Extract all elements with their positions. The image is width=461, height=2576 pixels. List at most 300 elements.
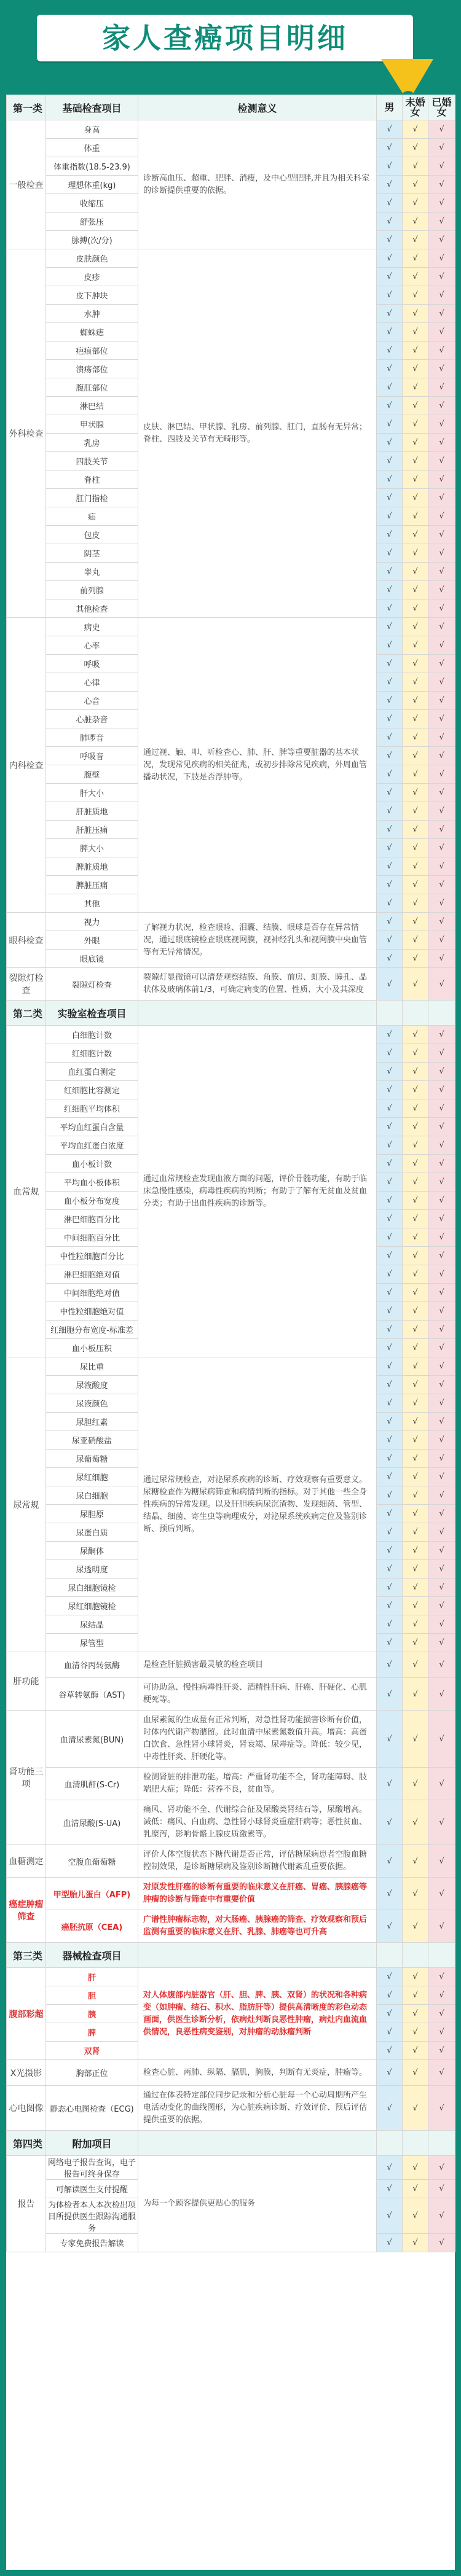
- male-check: √: [377, 1228, 403, 1247]
- item-cell: 脉搏(次/分): [46, 231, 138, 249]
- category-cell: 心电图像: [7, 2086, 46, 2131]
- item-cell: 空腹血葡萄糖: [46, 1845, 138, 1878]
- item-cell: 红细胞分布宽度-标准差: [46, 1321, 138, 1339]
- item-cell: 心脏杂音: [46, 710, 138, 728]
- unmarried-check: √: [403, 1155, 428, 1173]
- married-check: √: [428, 1302, 455, 1321]
- male-check: √: [377, 1210, 403, 1228]
- married-check: √: [428, 2023, 455, 2042]
- male-check: √: [377, 802, 403, 821]
- male-check: √: [377, 323, 403, 342]
- male-check: √: [377, 1044, 403, 1063]
- married-check: √: [428, 913, 455, 931]
- male-check: √: [377, 1413, 403, 1431]
- title-box: [37, 15, 413, 61]
- male-check: √: [377, 1302, 403, 1321]
- married-column-header: [428, 2131, 455, 2156]
- married-check: √: [428, 563, 455, 581]
- item-cell: 肛门指检: [46, 489, 138, 507]
- unmarried-check: √: [403, 1321, 428, 1339]
- section-item-header: 基础检查项目: [46, 95, 138, 120]
- table-row: [7, 1878, 455, 1910]
- item-cell: 眼底镜: [46, 950, 138, 968]
- table-row: [7, 1711, 455, 1768]
- unmarried-column-header: [403, 1943, 428, 1968]
- item-cell: 血小板压积: [46, 1339, 138, 1357]
- table-row: [7, 1026, 455, 1044]
- married-check: √: [428, 1321, 455, 1339]
- unmarried-check: √: [403, 1910, 428, 1943]
- category-cell: 报告: [7, 2156, 46, 2252]
- unmarried-check: √: [403, 1413, 428, 1431]
- married-check: √: [428, 1910, 455, 1943]
- male-check: √: [377, 821, 403, 839]
- item-cell: 平均血红蛋白含量: [46, 1118, 138, 1136]
- male-check: √: [377, 1081, 403, 1099]
- male-check: √: [377, 139, 403, 157]
- unmarried-check: √: [403, 876, 428, 894]
- meaning-cell: 了解视力状况，检查眼睑、泪囊、结膜、眼球是否存在异常情况，通过眼底镜检查眼底视网膜，视神经乳头和视网膜中央血管等有无异常情况。: [138, 913, 377, 968]
- married-check: √: [428, 1450, 455, 1468]
- male-check: √: [377, 1523, 403, 1542]
- male-check: √: [377, 360, 403, 378]
- married-check: √: [428, 1413, 455, 1431]
- unmarried-check: √: [403, 857, 428, 876]
- section-header-row: [7, 2131, 455, 2156]
- item-cell: 脾脏质地: [46, 857, 138, 876]
- unmarried-check: √: [403, 2042, 428, 2060]
- item-cell: 腹壁: [46, 765, 138, 784]
- married-check: √: [428, 1339, 455, 1357]
- married-check: √: [428, 2180, 455, 2198]
- item-cell: 红细胞比容测定: [46, 1081, 138, 1099]
- section-label: 第二类: [7, 1001, 46, 1026]
- meaning-cell: 对原发性肝癌的诊断有重要的临床意义在肝癌、胃癌、胰腺癌等肿瘤的诊断与筛查中有重要价值: [138, 1878, 377, 1910]
- meaning-cell: 皮肤、淋巴结、甲状腺、乳房、前列腺、肛门，直肠有无异常；脊柱、四肢及关节有无畸形等。: [138, 249, 377, 618]
- male-check: √: [377, 1431, 403, 1450]
- married-check: √: [428, 839, 455, 857]
- unmarried-check: √: [403, 1845, 428, 1878]
- unmarried-check: √: [403, 1450, 428, 1468]
- married-check: √: [428, 581, 455, 599]
- item-cell: 尿胆红素: [46, 1413, 138, 1431]
- unmarried-check: √: [403, 213, 428, 231]
- unmarried-check: √: [403, 1173, 428, 1192]
- married-check: √: [428, 784, 455, 802]
- male-check: √: [377, 434, 403, 452]
- male-check: √: [377, 1986, 403, 2005]
- married-column-header: [428, 1943, 455, 1968]
- item-cell: 其他: [46, 894, 138, 913]
- item-cell: 淋巴结: [46, 397, 138, 415]
- married-check: √: [428, 1192, 455, 1210]
- male-check: √: [377, 1486, 403, 1505]
- married-check: √: [428, 249, 455, 268]
- meaning-cell: 诊断高血压、超重、肥胖、消瘦，及中心型肥胖,并且为相关科室的诊断提供重要的依据。: [138, 120, 377, 249]
- male-check: √: [377, 194, 403, 213]
- section-label: 第一类: [7, 95, 46, 120]
- married-check: √: [428, 2042, 455, 2060]
- married-check: √: [428, 618, 455, 636]
- male-check: √: [377, 728, 403, 747]
- male-check: √: [377, 452, 403, 470]
- item-cell: 肝脏压痛: [46, 821, 138, 839]
- male-column-header: [377, 2131, 403, 2156]
- item-cell: 尿红细胞: [46, 1468, 138, 1486]
- unmarried-check: √: [403, 1542, 428, 1560]
- item-cell: 红细胞平均体积: [46, 1099, 138, 1118]
- unmarried-check: √: [403, 1210, 428, 1228]
- category-cell: 外科检查: [7, 249, 46, 618]
- unmarried-check: √: [403, 231, 428, 249]
- item-cell: 其他检查: [46, 599, 138, 618]
- item-cell: 疝: [46, 507, 138, 526]
- married-check: √: [428, 747, 455, 765]
- male-check: √: [377, 157, 403, 176]
- item-cell: 呼吸音: [46, 747, 138, 765]
- unmarried-check: √: [403, 1192, 428, 1210]
- category-cell: 癌症肿瘤筛查: [7, 1878, 46, 1943]
- item-cell: 平均血小板体积: [46, 1173, 138, 1192]
- item-cell: 尿白细胞: [46, 1486, 138, 1505]
- married-check: √: [428, 507, 455, 526]
- item-cell: 白细胞计数: [46, 1026, 138, 1044]
- unmarried-column-header: [403, 1001, 428, 1026]
- item-cell: 尿白细胞镜检: [46, 1579, 138, 1597]
- item-cell: 平均血红蛋白浓度: [46, 1136, 138, 1155]
- item-cell: 中性粒细胞百分比: [46, 1247, 138, 1265]
- married-check: √: [428, 1173, 455, 1192]
- item-cell: 胸部正位: [46, 2060, 138, 2086]
- male-check: √: [377, 599, 403, 618]
- married-check: √: [428, 1652, 455, 1678]
- meaning-cell: 对人体腹部内脏器官（肝、胆、脾、胰、双肾）的状况和各种病变（如肿瘤、结石、积水、脂肪肝等）提供高清晰度的彩色动态画面，供医生诊断分析，依病灶判断良恶性肿瘤，病灶内血流血供情况，良恶性病变鉴别，对肿瘤的动脉瘤判断: [138, 1968, 377, 2060]
- male-check: √: [377, 1968, 403, 1986]
- male-check: √: [377, 1678, 403, 1711]
- item-cell: 尿管型: [46, 1634, 138, 1652]
- table-row: [7, 1678, 455, 1711]
- table-row: [7, 2086, 455, 2131]
- item-cell: 蜘蛛痣: [46, 323, 138, 342]
- male-check: √: [377, 1173, 403, 1192]
- items-table-body: [7, 95, 455, 2252]
- unmarried-check: √: [403, 1081, 428, 1099]
- unmarried-check: √: [403, 397, 428, 415]
- married-check: √: [428, 268, 455, 286]
- meaning-cell: 通过尿常规检查，对泌尿系疾病的诊断、疗效观察有重要意义。尿糖检查作为糖尿病筛查和病情判断的指标。对于其他一些全身性疾病的异常发现。以及肝胆疾病尿沉渣物、发现细菌、管型、结晶、细菌、寄生虫等病理成分，对泌尿系统疾病定位及鉴别诊断、预后判断。: [138, 1357, 377, 1652]
- married-check: √: [428, 1265, 455, 1284]
- item-cell: 胆: [46, 1986, 138, 2005]
- married-check: √: [428, 176, 455, 194]
- item-cell: 血小板分布宽度: [46, 1192, 138, 1210]
- unmarried-check: √: [403, 120, 428, 139]
- male-check: √: [377, 526, 403, 544]
- male-check: √: [377, 1136, 403, 1155]
- unmarried-check: √: [403, 581, 428, 599]
- table-row: [7, 1910, 455, 1943]
- section-label: 第三类: [7, 1943, 46, 1968]
- meaning-cell: 广谱性肿瘤标志物，对大肠癌、胰腺癌的筛查、疗效观察和预后监测有重要的临床意义在肝、乳腺、肺癌等也可升高: [138, 1910, 377, 1943]
- item-cell: 血清尿素氮(BUN): [46, 1711, 138, 1768]
- item-cell: 血红蛋白测定: [46, 1063, 138, 1081]
- section-meaning-header: 检测意义: [138, 95, 377, 120]
- male-check: √: [377, 1394, 403, 1413]
- married-check: √: [428, 360, 455, 378]
- item-cell: 腹肛部位: [46, 378, 138, 397]
- male-check: √: [377, 581, 403, 599]
- male-check: √: [377, 1247, 403, 1265]
- married-check: √: [428, 305, 455, 323]
- meaning-cell: 血尿素氮的生成量有正常判断，对急性肾功能损害诊断有价值，时体内代谢产物潴留。此时血清中尿素氮数值升高。增高：高蛋白饮食、急性肾小球肾炎，肾衰竭、尿毒症等。降低：较少见，中毒性肝炎、肝硬化等。: [138, 1711, 377, 1768]
- married-check: √: [428, 1800, 455, 1845]
- married-check: √: [428, 1579, 455, 1597]
- item-cell: 视力: [46, 913, 138, 931]
- male-check: √: [377, 249, 403, 268]
- male-check: √: [377, 231, 403, 249]
- male-check: √: [377, 1579, 403, 1597]
- male-check: √: [377, 2060, 403, 2086]
- item-cell: 收缩压: [46, 194, 138, 213]
- item-cell: 甲状腺: [46, 415, 138, 434]
- married-check: √: [428, 1284, 455, 1302]
- male-check: √: [377, 1615, 403, 1634]
- section-header-row: [7, 1943, 455, 1968]
- male-check: √: [377, 544, 403, 563]
- unmarried-check: √: [403, 655, 428, 673]
- male-check: √: [377, 1192, 403, 1210]
- unmarried-check: √: [403, 1711, 428, 1768]
- married-check: √: [428, 342, 455, 360]
- married-check: √: [428, 931, 455, 950]
- unmarried-check: √: [403, 1505, 428, 1523]
- unmarried-check: √: [403, 1339, 428, 1357]
- unmarried-check: √: [403, 599, 428, 618]
- item-cell: 胰: [46, 2005, 138, 2023]
- item-cell: 甲型胎儿蛋白（AFP): [46, 1878, 138, 1910]
- male-check: √: [377, 2086, 403, 2131]
- unmarried-column-header: [403, 2131, 428, 2156]
- unmarried-check: √: [403, 2060, 428, 2086]
- married-check: √: [428, 378, 455, 397]
- male-check: √: [377, 1800, 403, 1845]
- unmarried-check: √: [403, 950, 428, 968]
- male-check: √: [377, 1910, 403, 1943]
- male-check: √: [377, 2023, 403, 2042]
- male-column-header: 男: [377, 95, 403, 120]
- section-meaning-header: [138, 1001, 377, 1026]
- unmarried-check: √: [403, 2234, 428, 2252]
- item-cell: 乳房: [46, 434, 138, 452]
- unmarried-check: √: [403, 1486, 428, 1505]
- male-column-header: [377, 1001, 403, 1026]
- male-check: √: [377, 857, 403, 876]
- married-check: √: [428, 544, 455, 563]
- unmarried-check: √: [403, 2005, 428, 2023]
- male-check: √: [377, 2180, 403, 2198]
- male-check: √: [377, 1357, 403, 1376]
- meaning-cell: 通过在体表特定部位同步记录和分析心脏每一个心动周期所产生电活动变化的曲线图形，为心脏疾病诊断、疗效评价、预后评估提供重要的依据。: [138, 2086, 377, 2131]
- unmarried-check: √: [403, 673, 428, 692]
- table-row: [7, 1768, 455, 1800]
- married-check: √: [428, 2156, 455, 2180]
- item-cell: 中间细胞百分比: [46, 1228, 138, 1247]
- married-check: √: [428, 1523, 455, 1542]
- unmarried-check: √: [403, 544, 428, 563]
- unmarried-check: √: [403, 434, 428, 452]
- married-check: √: [428, 452, 455, 470]
- married-check: √: [428, 415, 455, 434]
- unmarried-check: √: [403, 2180, 428, 2198]
- table-row: [7, 1800, 455, 1845]
- unmarried-check: √: [403, 249, 428, 268]
- table-row: [7, 1845, 455, 1878]
- unmarried-check: √: [403, 747, 428, 765]
- page-title: 家人查癌项目明细: [102, 21, 348, 55]
- unmarried-check: √: [403, 1634, 428, 1652]
- married-check: √: [428, 1878, 455, 1910]
- item-cell: 脊柱: [46, 470, 138, 489]
- male-check: √: [377, 2198, 403, 2234]
- married-check: √: [428, 1678, 455, 1711]
- married-check: √: [428, 231, 455, 249]
- unmarried-check: √: [403, 286, 428, 305]
- item-cell: 肝: [46, 1968, 138, 1986]
- married-check: √: [428, 950, 455, 968]
- unmarried-check: √: [403, 784, 428, 802]
- married-check: √: [428, 894, 455, 913]
- item-cell: 中性粒细胞绝对值: [46, 1302, 138, 1321]
- unmarried-check: √: [403, 1376, 428, 1394]
- unmarried-check: √: [403, 1044, 428, 1063]
- unmarried-check: √: [403, 1615, 428, 1634]
- unmarried-check: √: [403, 342, 428, 360]
- unmarried-check: √: [403, 1247, 428, 1265]
- male-check: √: [377, 378, 403, 397]
- item-cell: 尿液颜色: [46, 1394, 138, 1413]
- unmarried-check: √: [403, 1968, 428, 1986]
- male-check: √: [377, 1118, 403, 1136]
- married-check: √: [428, 1768, 455, 1800]
- married-check: √: [428, 120, 455, 139]
- unmarried-check: √: [403, 2086, 428, 2131]
- married-check: √: [428, 434, 455, 452]
- married-check: √: [428, 1634, 455, 1652]
- section-header-row: [7, 1001, 455, 1026]
- married-check: √: [428, 2060, 455, 2086]
- table-row: [7, 913, 455, 931]
- item-cell: 尿液酸度: [46, 1376, 138, 1394]
- section-item-header: 实验室检查项目: [46, 1001, 138, 1026]
- item-cell: 专家免费报告解读: [46, 2234, 138, 2252]
- unmarried-check: √: [403, 2156, 428, 2180]
- item-cell: 体重: [46, 139, 138, 157]
- married-check: √: [428, 323, 455, 342]
- meaning-cell: 痛风、肾功能不全、代谢综合征及尿酸类肾结石等，尿酸增高。减低：痛风、白血病、急性肾小球肾炎重症肝病等；恶性贫血、乳糜泻，影响骨骼上腺皮质激素等。: [138, 1800, 377, 1845]
- male-check: √: [377, 1845, 403, 1878]
- unmarried-check: √: [403, 765, 428, 784]
- table-row: [7, 618, 455, 636]
- male-check: √: [377, 655, 403, 673]
- item-cell: 身高: [46, 120, 138, 139]
- married-check: √: [428, 1986, 455, 2005]
- married-check: √: [428, 1560, 455, 1579]
- male-check: √: [377, 1284, 403, 1302]
- item-cell: 病史: [46, 618, 138, 636]
- table-row: [7, 2156, 455, 2180]
- married-check: √: [428, 157, 455, 176]
- unmarried-check: √: [403, 176, 428, 194]
- unmarried-check: √: [403, 636, 428, 655]
- item-cell: 尿比重: [46, 1357, 138, 1376]
- item-cell: 尿红细胞镜检: [46, 1597, 138, 1615]
- item-cell: 外眼: [46, 931, 138, 950]
- male-check: √: [377, 1450, 403, 1468]
- married-check: √: [428, 710, 455, 728]
- male-check: √: [377, 1505, 403, 1523]
- male-check: √: [377, 839, 403, 857]
- male-check: √: [377, 747, 403, 765]
- male-check: √: [377, 1265, 403, 1284]
- items-table: [6, 95, 455, 2252]
- item-cell: 溃疡部位: [46, 360, 138, 378]
- section-item-header: 器械检查项目: [46, 1943, 138, 1968]
- male-check: √: [377, 1063, 403, 1081]
- unmarried-check: √: [403, 1063, 428, 1081]
- male-check: √: [377, 397, 403, 415]
- unmarried-check: √: [403, 1678, 428, 1711]
- married-check: √: [428, 526, 455, 544]
- item-cell: 水肿: [46, 305, 138, 323]
- meaning-cell: 是检查肝脏损害最灵敏的检查项目: [138, 1652, 377, 1678]
- item-cell: 心率: [46, 636, 138, 655]
- married-check: √: [428, 1468, 455, 1486]
- category-cell: X光摄影: [7, 2060, 46, 2086]
- male-check: √: [377, 1711, 403, 1768]
- meaning-cell: 通过血常规检查发现血液方面的问题，评价骨髓功能，有助于临床急慢性感染，病毒性疾病的判断；有助于了解有无贫血及贫血分类；有助于出血性疾病的诊断等。: [138, 1026, 377, 1357]
- male-check: √: [377, 268, 403, 286]
- male-check: √: [377, 213, 403, 231]
- male-check: √: [377, 415, 403, 434]
- unmarried-check: √: [403, 415, 428, 434]
- married-check: √: [428, 1542, 455, 1560]
- item-cell: 中间细胞绝对值: [46, 1284, 138, 1302]
- item-cell: 体重指数(18.5-23.9): [46, 157, 138, 176]
- male-check: √: [377, 1376, 403, 1394]
- male-check: √: [377, 286, 403, 305]
- unmarried-check: √: [403, 139, 428, 157]
- item-cell: 谷草转氨酶（AST): [46, 1678, 138, 1711]
- unmarried-check: √: [403, 839, 428, 857]
- unmarried-check: √: [403, 1118, 428, 1136]
- male-check: √: [377, 913, 403, 931]
- male-check: √: [377, 2234, 403, 2252]
- male-check: √: [377, 2005, 403, 2023]
- married-check: √: [428, 1044, 455, 1063]
- male-check: √: [377, 1339, 403, 1357]
- item-cell: 尿透明度: [46, 1560, 138, 1579]
- married-check: √: [428, 397, 455, 415]
- section-meaning-header: [138, 1943, 377, 1968]
- male-check: √: [377, 765, 403, 784]
- table-row: [7, 1652, 455, 1678]
- item-cell: 尿胆原: [46, 1505, 138, 1523]
- male-check: √: [377, 894, 403, 913]
- unmarried-check: √: [403, 1265, 428, 1284]
- male-check: √: [377, 1560, 403, 1579]
- married-check: √: [428, 765, 455, 784]
- unmarried-check: √: [403, 1878, 428, 1910]
- married-check: √: [428, 194, 455, 213]
